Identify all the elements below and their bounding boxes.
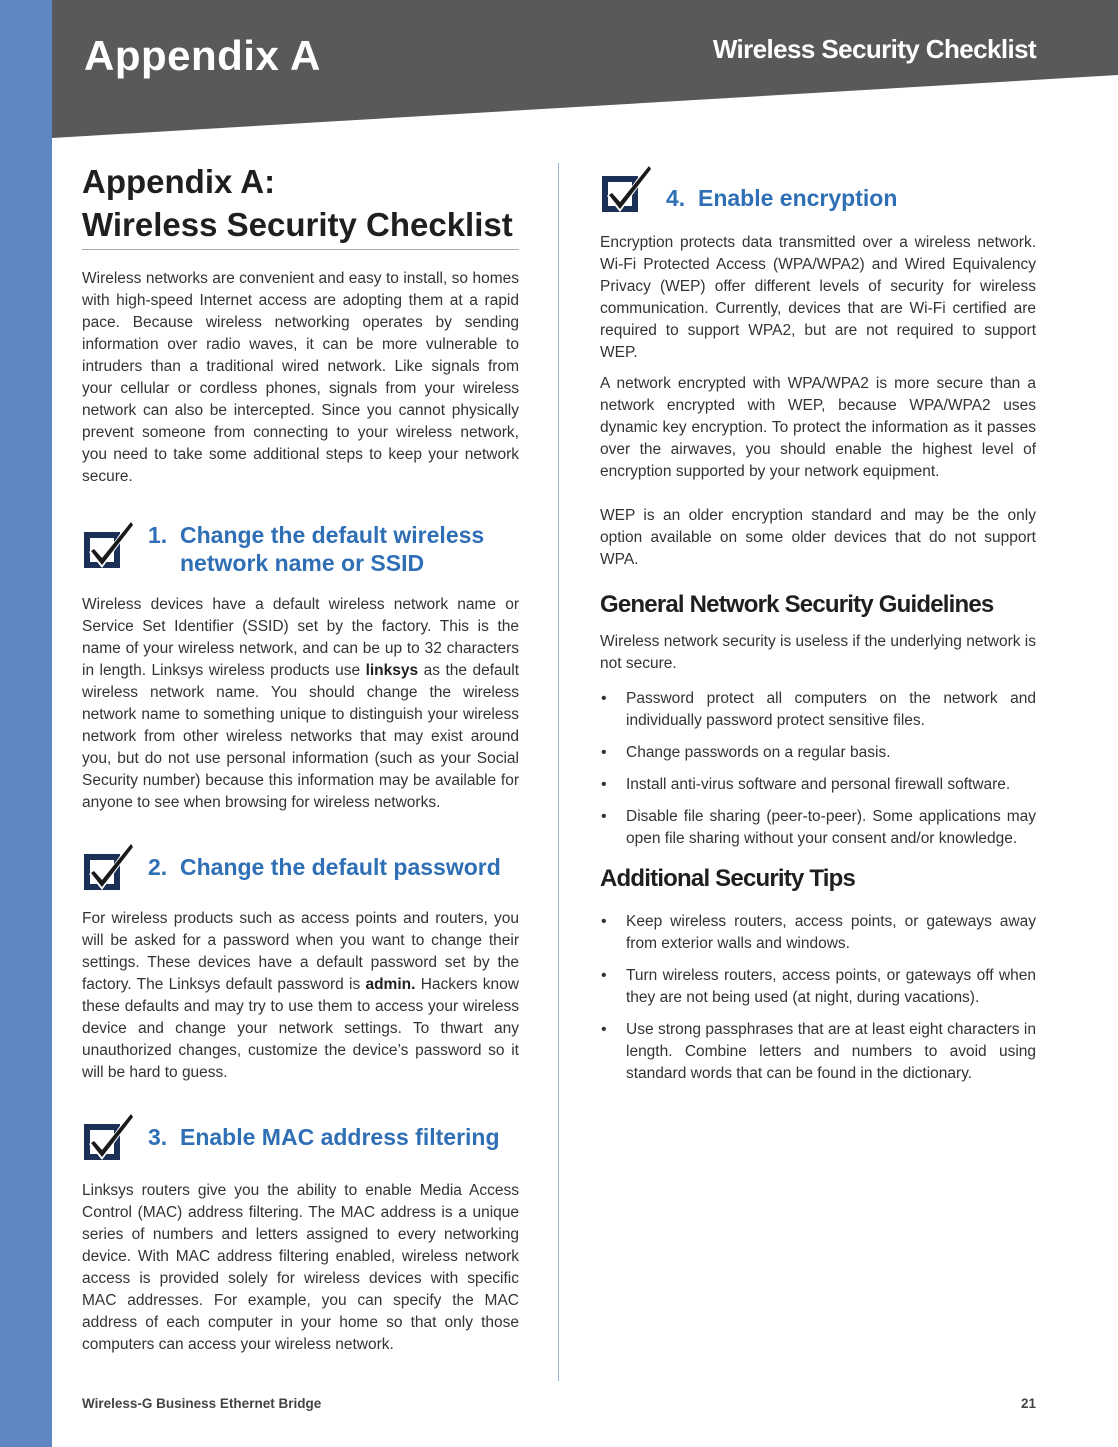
additional-tips-title: Additional Security Tips <box>600 865 856 892</box>
list-item: • Password protect all computers on the network and individually password protect sensitive files. <box>600 688 1036 732</box>
step-2-paragraph <box>82 908 519 1084</box>
list-item: • Turn wireless routers, access points, or gateways off when they are not being used (at night, during vacations). <box>600 965 1036 1009</box>
step-1-title-line1: Change the default wireless <box>180 522 485 548</box>
footer-product-name: Wireless-G Business Ethernet Bridge <box>82 1396 322 1411</box>
right-column <box>600 160 1036 1085</box>
step-3-title-text: Enable MAC address filtering <box>180 1124 500 1150</box>
checkbox-checked-icon <box>82 516 140 574</box>
list-item: • Keep wireless routers, access points, or gateways away from exterior walls and windows. <box>600 911 1036 955</box>
step-1-number: 1. <box>148 522 168 548</box>
step-3-paragraph: Linksys routers give you the ability to enable Media Access Control (MAC) address filtering. The MAC address is a unique series of numbers and letters assigned to every networking device. With MAC address filtering enabled, wireless network access is provided solely for wireless devices with specific MAC addresses. For example, you can specify the MAC address of each computer in your home so that only those computers can access your wireless network. <box>82 1182 519 1353</box>
header-title: Appendix A <box>84 32 321 79</box>
general-guidelines-intro: Wireless network security is useless if the underlying network is not secure. <box>600 633 1036 672</box>
default-ssid: linksys <box>365 662 419 679</box>
step-3-title <box>148 1123 500 1151</box>
list-item: • Install anti-virus software and personal firewall software. <box>600 774 1036 796</box>
page-title <box>82 160 519 250</box>
intro-paragraph: Wireless networks are convenient and easy to install, so homes with high-speed Internet access are adopting them at a rapid pace. Because wireless networking operates by sending information over radio waves, it can be more vulnerable to intruders than a traditional wired network. Like signals from your cellular or cordless phones, signals from your wireless network can also be intercepted. Since you cannot physically prevent someone from connecting to your wireless network, you need to take some additional steps to keep your network secure. <box>82 270 519 485</box>
step-2-title <box>148 853 501 881</box>
step-4-paragraph-2: A network encrypted with WPA/WPA2 is more secure than a network encrypted with WEP, because WPA/WPA2 uses dynamic key encryption. To protect the information as it passes over the airwaves, you should enable the highest level of encryption supported by your network equipment. <box>600 375 1036 480</box>
list-item: • Use strong passphrases that are at least eight characters in length. Combine letters and numbers to avoid using standard words that can be found in the dictionary. <box>600 1019 1036 1085</box>
step-2-number: 2. <box>148 854 168 880</box>
checkbox-checked-icon <box>82 838 140 896</box>
sidebar-band <box>0 0 52 1447</box>
step-2-text-cont: Hackers know these defaults and may try to use them to access your wireless device and change your network settings. To thwart any unauthorized changes, customize the device’s password so it will be hard to guess. <box>82 976 519 1081</box>
list-item: • Change passwords on a regular basis. <box>600 742 1036 764</box>
step-4-title <box>666 184 897 212</box>
default-password: admin. <box>365 976 416 993</box>
step-4-paragraph-1: Encryption protects data transmitted over a wireless network. Wi-Fi Protected Access (WPA/WPA2) and Wired Equivalency Privacy (WEP) offer different levels of security for wireless communication. Currently, devices that are Wi-Fi certified are required to support WPA2, but are not required to support WEP. <box>600 234 1036 361</box>
step-2-title-text: Change the default password <box>180 854 501 880</box>
step-4-paragraph-3: WEP is an older encryption standard and may be the only option available on some older devices that do not support WPA. <box>600 507 1036 568</box>
step-3-heading <box>82 1108 519 1166</box>
step-1-text-cont: as the default wireless network name. You should change the wireless network name to something unique to distinguish your wireless network from other wireless networks that may exist around you, but do not use personal information (such as your Social Security number) because this information may be available for anyone to see when browsing for wireless networks. <box>82 662 519 811</box>
checkbox-checked-icon <box>82 1108 140 1166</box>
step-4-heading <box>600 160 1036 218</box>
step-1-title-line2: network name or SSID <box>180 550 425 576</box>
list-item: • Disable file sharing (peer-to-peer). Some applications may open file sharing without your consent and/or knowledge. <box>600 806 1036 850</box>
header-section-title: Wireless Security Checklist <box>712 34 1036 64</box>
step-3-number: 3. <box>148 1124 168 1150</box>
step-2-heading <box>82 838 519 896</box>
step-1-title <box>148 521 484 577</box>
additional-tips-list <box>600 911 1036 1085</box>
left-column <box>82 160 519 1356</box>
general-guidelines-list <box>600 688 1036 850</box>
checkbox-checked-icon <box>600 160 658 218</box>
step-4-number: 4. <box>666 185 686 211</box>
step-1-paragraph <box>82 594 519 814</box>
page-title-line2: Wireless Security Checklist <box>82 206 513 243</box>
page-title-line1: Appendix A: <box>82 163 276 200</box>
footer-page-number: 21 <box>1020 1396 1036 1411</box>
step-4-title-text: Enable encryption <box>698 185 898 211</box>
step-1-heading <box>82 516 519 577</box>
general-guidelines-title: General Network Security Guidelines <box>600 591 994 618</box>
column-divider <box>558 163 559 1381</box>
step-2-text: For wireless products such as access points and routers, you will be asked for a password when you want to change their settings. These devices have a default password set by the factory. The Linksys default password is <box>82 910 519 993</box>
step-1-text: Wireless devices have a default wireless network name or Service Set Identifier (SSID) set by the factory. This is the name of your wireless network, and can be up to 32 characters in length. Linksys wireless products use <box>82 596 519 679</box>
